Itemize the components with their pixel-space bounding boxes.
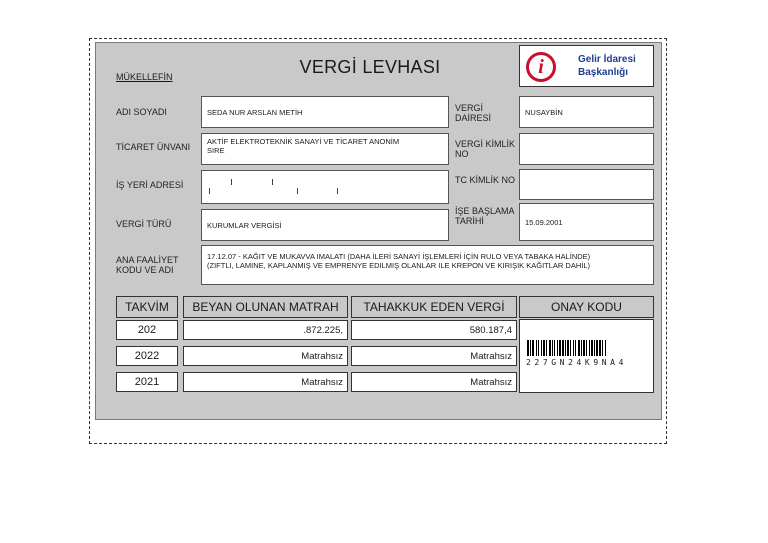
field-ticaret-unvani: AKTİF ELEKTROTEKNİK SANAYİ VE TİCARET ANONİM SIRE	[201, 133, 449, 165]
logo-line-2: Başkanlığı	[578, 67, 629, 78]
column-header-takvim: TAKVİM	[116, 296, 178, 318]
field-adi-soyadi: SEDA NUR ARSLAN METİH	[201, 96, 449, 128]
column-header-matrah: BEYAN OLUNAN MATRAH	[183, 296, 348, 318]
address-redaction-mark	[231, 179, 232, 185]
label-vergi-kimlik-no: VERGİ KİMLİK NO	[455, 139, 516, 159]
field-ise-baslama-tarihi: 15.09.2001	[519, 203, 654, 241]
field-vergi-turu: KURUMLAR VERGİSİ	[201, 209, 449, 241]
table-cell-matrah: .872.225,	[183, 320, 348, 340]
label-vergi-turu: VERGİ TÜRÜ	[116, 219, 172, 229]
table-cell-vergi: Matrahsız	[351, 346, 517, 366]
label-ana-faaliyet: ANA FAALİYET KODU VE ADI	[116, 255, 179, 275]
onay-kodu-cell	[519, 319, 654, 393]
gib-logo-icon: i	[526, 52, 556, 82]
column-header-onay-kodu: ONAY KODU	[519, 296, 654, 318]
field-vergi-dairesi: NUSAYBİN	[519, 96, 654, 128]
column-header-vergi: TAHAKKUK EDEN VERGİ	[351, 296, 517, 318]
table-cell-matrah: Matrahsız	[183, 372, 348, 392]
table-cell-vergi: 580.187,4	[351, 320, 517, 340]
label-is-yeri-adresi: İŞ YERİ ADRESİ	[116, 180, 184, 190]
address-redaction-mark	[297, 188, 298, 194]
address-redaction-mark	[209, 188, 210, 194]
gib-logo	[519, 45, 654, 87]
label-ise-baslama: İŞE BAŞLAMA TARİHİ	[455, 206, 515, 226]
table-cell-takvim: 2022	[116, 346, 178, 366]
document-title: VERGİ LEVHASI	[299, 57, 441, 77]
address-redaction-mark	[337, 188, 338, 194]
taxpayer-section-label: MÜKELLEFİN	[116, 72, 173, 82]
label-vergi-dairesi: VERGİ DAİRESİ	[455, 103, 492, 123]
barcode-image	[527, 340, 649, 356]
field-vergi-kimlik-no	[519, 133, 654, 165]
label-ticaret-unvani: TİCARET ÜNVANI	[116, 142, 191, 152]
label-tc-kimlik-no: TC KİMLİK NO	[455, 175, 516, 185]
field-tc-kimlik-no	[519, 169, 654, 200]
label-adi-soyadi: ADI SOYADI	[116, 107, 167, 117]
table-cell-matrah: Matrahsız	[183, 346, 348, 366]
address-redaction-mark	[272, 179, 273, 185]
onay-kodu-text: 227GN24K9NA4	[526, 358, 627, 367]
field-ana-faaliyet: 17.12.07 - KAĞIT VE MUKAVVA IMALATI (DAHA İLERİ SANAYİ İŞLEMLERİ İÇİN RULO VEYA TABAKA HALİNDE) (ZIFTLI, LAMINE, KAPLANMIŞ VE EMPRENYE EDILMIŞ OLANLAR ILE KREPON VE KIRIŞIK KAĞITLAR DAHİL)	[201, 245, 654, 285]
table-cell-takvim: 202	[116, 320, 178, 340]
table-cell-vergi: Matrahsız	[351, 372, 517, 392]
table-cell-takvim: 2021	[116, 372, 178, 392]
logo-line-1: Gelir İdaresi	[578, 54, 636, 65]
field-is-yeri-adresi	[201, 170, 449, 204]
